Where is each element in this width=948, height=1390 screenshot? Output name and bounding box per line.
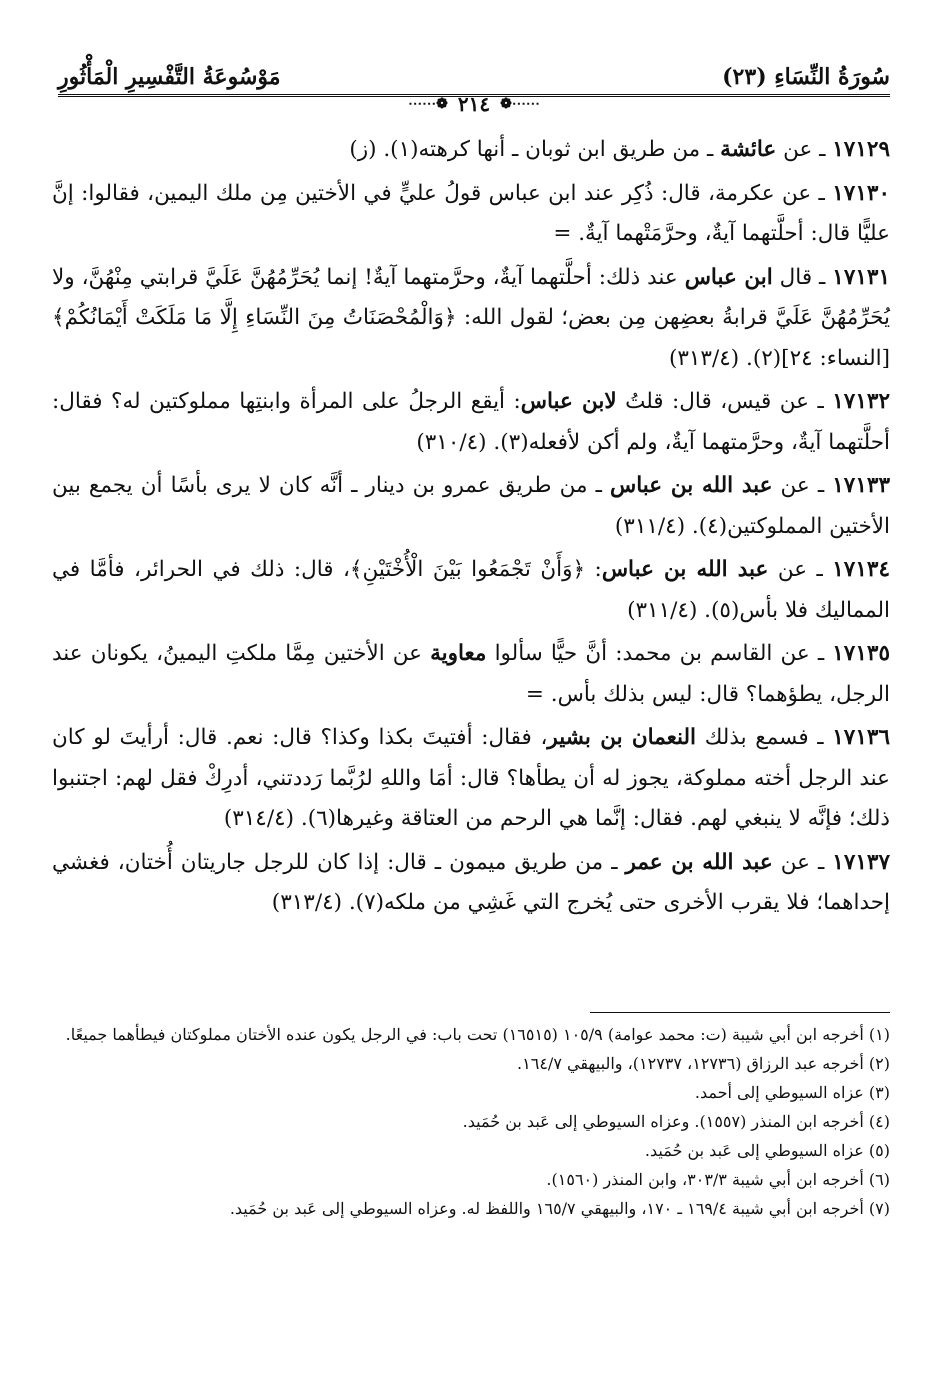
entry-text: : ﴿وَأَنْ تَجْمَعُوا بَيْنَ الْأُخْتَيْنِ﴾، قال: ذلك في الحرائر، فأمَّا في المماليك فلا بأس(٥). (٣١١/٤)	[52, 557, 890, 623]
narrator-name: لابن عباس	[520, 389, 617, 414]
entry-number: ١٧١٢٩	[832, 137, 890, 162]
entry-text: عند ذلك: أحلَّتهما آيةٌ، وحرَّمتهما آيةٌ! إنما يُحَرِّمُهُنَّ عَلَيَّ قرابتي مِنْهُنَّ، ولا يُحَرِّمُهُنَّ عَلَيَّ قرابةُ بعضِهن مِن بعض؛ لقول الله: ﴿وَالْمُحْصَنَاتُ مِنَ النِّسَاءِ إِلَّا مَا مَلَكَتْ أَيْمَانُكُمْ﴾ [النساء: ٢٤](٢). (٣١٣/٤)	[52, 264, 890, 371]
entry-number: ١٧١٣٢	[832, 389, 890, 414]
ornament-left: ❁⋯⋯	[408, 96, 448, 112]
entry-text: ـ عن	[768, 557, 833, 582]
entry-number: ١٧١٣٤	[832, 557, 890, 582]
hadith-entry	[52, 550, 890, 631]
running-header	[58, 52, 890, 90]
hadith-entry	[52, 466, 890, 547]
footnote: (٧) أخرجه ابن أبي شيبة ١٦٩/٤ ـ ١٧٠، والبيهقي ١٦٥/٧ واللفظ له. وعزاه السيوطي إلى عَبد بن حُمَيد.	[229, 1199, 890, 1218]
entry-text: : أيقع الرجلُ على المرأة وابنتِها مملوكتين له؟ فقال: أحلَّتهما آيةٌ، وحرَّمتهما آيةٌ، ولم أكن لأفعله(٣). (٣١٠/٤)	[52, 389, 890, 455]
footnote: (٣) عزاه السيوطي إلى أحمد.	[694, 1083, 890, 1102]
entry-text: ـ عن	[772, 473, 833, 498]
narrator-name: عبد الله بن عباس	[610, 473, 773, 498]
footnote: (١) أخرجه ابن أبي شيبة (ت: محمد عوامة) ١٠٥/٩ (١٦٥١٥) تحت باب: في الرجل يكون عنده الأختان مملوكتان فيطأهما جميعًا.	[65, 1025, 890, 1044]
entry-text: ـ فسمع بذلك	[696, 725, 833, 750]
entry-text: ـ عن عكرمة، قال: ذُكِر عند ابن عباس قولُ عليٍّ في الأختين مِن ملك اليمين، فقالوا: إنَّ عليًّا قال: أحلَّتهما آيةٌ، وحرَّمَتْهما آيةٌ. =	[52, 180, 890, 246]
narrator-name: عبد الله بن عمر	[625, 849, 773, 875]
hadith-entry	[52, 174, 890, 255]
entry-number: ١٧١٣٣	[832, 473, 890, 498]
narrator-name: ابن عباس	[684, 264, 773, 290]
entry-text: ـ عن	[776, 137, 833, 162]
entry-text: ـ من طريق عمرو بن دينار ـ أنَّه كان لا يرى بأسًا أن يجمع بين الأختين المملوكتين(٤). (٣١١/٤)	[52, 473, 890, 539]
entry-number: ١٧١٣٥	[832, 641, 890, 666]
entry-text: ـ عن قيس، قال: قلتُ	[616, 389, 833, 414]
footnotes	[58, 1020, 890, 1223]
footnote: (٤) أخرجه ابن المنذر (١٥٥٧). وعزاه السيوطي إلى عَبد بن حُمَيد.	[462, 1112, 890, 1131]
narrator-name: معاوية	[430, 641, 487, 666]
footnote-divider	[590, 1012, 890, 1013]
entry-number: ١٧١٣٠	[832, 180, 890, 206]
narrator-name: عبد الله بن عباس	[601, 557, 769, 582]
main-text	[52, 130, 890, 927]
narrator-name: عائشة	[720, 137, 777, 162]
hadith-entry	[52, 843, 890, 924]
entry-number: ١٧١٣٦	[832, 725, 890, 750]
entry-text: ـ من طريق ميمون ـ قال: إذا كان للرجل جاريتان أُختان، فغشي إحداهما؛ فلا يقرب الأخرى حتى يُخرج التي غَشِي من ملكه(٧). (٣١٣/٤)	[52, 849, 890, 915]
entry-text: ـ عن القاسم بن محمد: أنَّ حيًّا سألوا	[486, 641, 833, 666]
book-title: مَوْسُوعَةُ التَّفْسِيرِ الْمَأْثُورِ	[58, 64, 281, 90]
footnote: (٦) أخرجه ابن أبي شيبة ٣٠٣/٣، وابن المنذر (١٥٦٠).	[546, 1170, 890, 1189]
entry-text: ـ من طريق ابن ثوبان ـ أنها كرهته(١). (ز)	[349, 137, 721, 162]
surah-title: سُورَةُ النِّسَاءِ (٢٣)	[722, 64, 890, 90]
hadith-entry	[52, 382, 890, 463]
page-number: ٢١٤	[457, 92, 491, 116]
entry-text: ـ قال	[772, 264, 833, 290]
footnote: (٥) عزاه السيوطي إلى عَبد بن حُمَيد.	[644, 1141, 890, 1160]
entry-text: عن الأختين مِمَّا ملكتِ اليمينُ، يكونان عند الرجل، يطؤهما؟ قال: ليس بذلك بأس. =	[52, 641, 890, 707]
entry-number: ١٧١٣٧	[832, 849, 891, 875]
hadith-entry	[52, 634, 890, 715]
entry-text: ، فقال: أفتيتَ بكذا وكذا؟ قال: نعم. قال: أرأيتَ لو كان عند الرجل أخته مملوكة، يجوز له أن يطأها؟ قال: أمَا واللهِ لرُبَّما رَددتني، أدرِكْ فقل لهم: اجتنبوا ذلك؛ فإنَّه لا ينبغي لهم. فقال: إنَّما هي الرحم من العتاقة وغيرها(٦). (٣١٤/٤)	[52, 725, 890, 831]
ornament-right: ⋯⋯❁	[500, 96, 540, 112]
entry-text: ـ عن	[772, 849, 833, 875]
page-number-row	[58, 91, 890, 117]
footnote: (٢) أخرجه عبد الرزاق (١٢٧٣٦، ١٢٧٣٧)، والبيهقي ١٦٤/٧.	[517, 1054, 890, 1073]
hadith-entry	[52, 258, 890, 380]
narrator-name: النعمان بن بشير	[547, 725, 697, 750]
hadith-entry	[52, 718, 890, 840]
hadith-entry	[52, 130, 890, 171]
entry-number: ١٧١٣١	[832, 264, 891, 290]
